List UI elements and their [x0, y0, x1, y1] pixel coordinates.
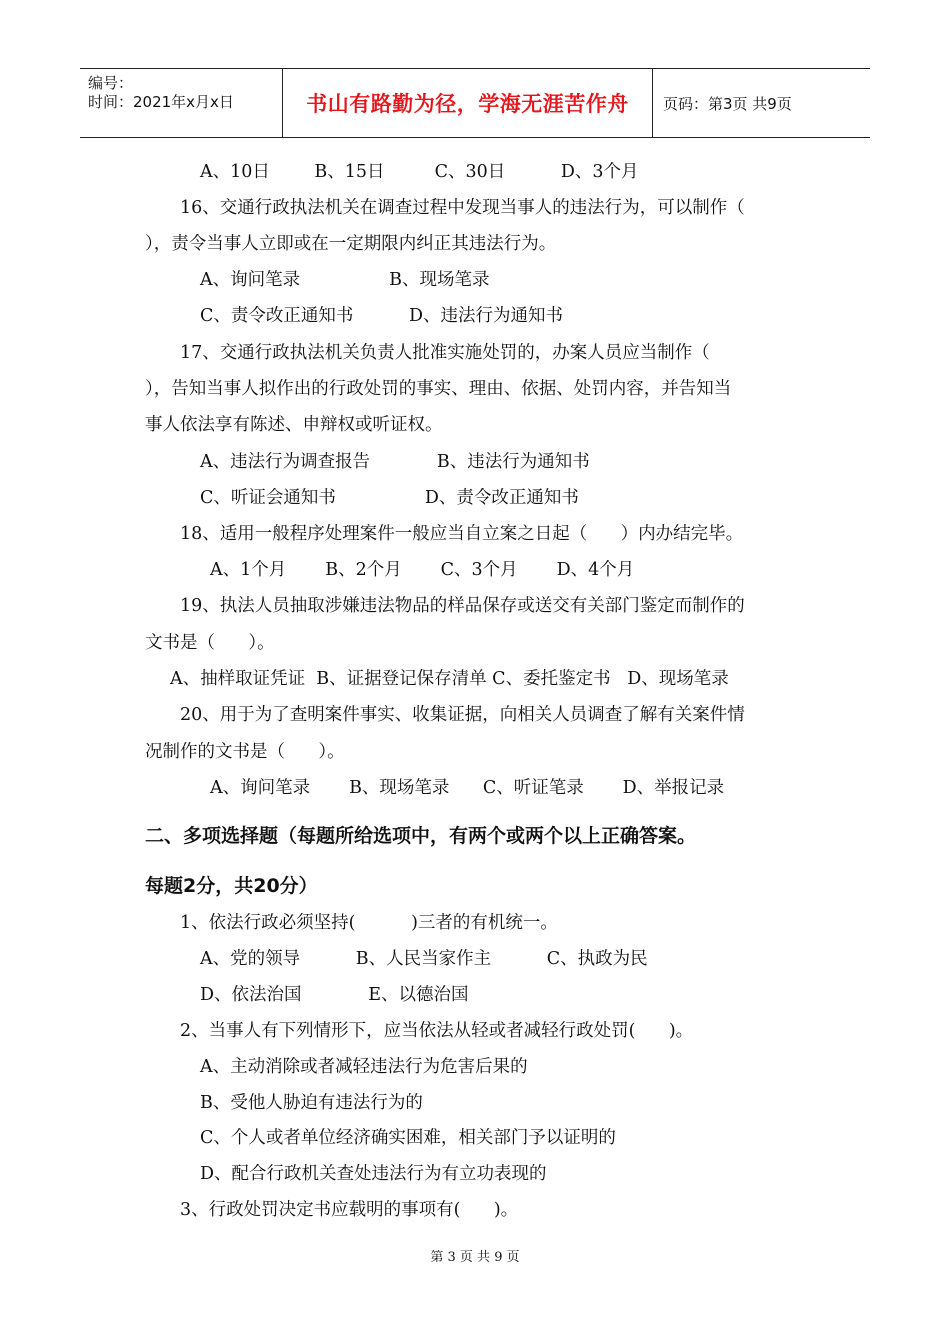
text-line: A、询问笔录 B、现场笔录 [200, 270, 490, 290]
header-time: 时间：2021年x月x日 [88, 93, 234, 111]
page-footer: 第 3 页 共 9 页 [430, 1250, 520, 1265]
text-line: 2、当事人有下列情形下，应当依法从轻或者减轻行政处罚( )。 [180, 1021, 694, 1041]
text-line: A、党的领导 B、人民当家作主 C、执政为民 [200, 949, 648, 969]
text-line: B、受他人胁迫有违法行为的 [200, 1093, 423, 1113]
text-line: 17、交通行政执法机关负责人批准实施处罚的，办案人员应当制作（ [180, 343, 710, 363]
text-line: 事人依法享有陈述、申辩权或听证权。 [145, 415, 443, 435]
text-line: C、听证会通知书 D、责令改正通知书 [200, 488, 579, 508]
header-number: 编号： [88, 74, 134, 92]
text-line: 19、执法人员抽取涉嫌违法物品的样品保存或送交有关部门鉴定而制作的 [180, 596, 745, 616]
header-meta [80, 69, 283, 137]
text-line: C、个人或者单位经济确实困难，相关部门予以证明的 [200, 1128, 616, 1148]
text-line: A、询问笔录 B、现场笔录 C、听证笔录 D、举报记录 [210, 778, 725, 798]
text-line: D、依法治国 E、以德治国 [200, 985, 469, 1005]
text-line: A、10日 B、15日 C、30日 D、3个月 [200, 162, 639, 182]
text-line: A、1个月 B、2个月 C、3个月 D、4个月 [210, 560, 635, 580]
text-line: A、违法行为调查报告 B、违法行为通知书 [200, 452, 590, 472]
text-line: 1、依法行政必须坚持( )三者的有机统一。 [180, 913, 558, 933]
section-heading-cont: 每题2分，共20分） [145, 875, 318, 897]
page-header [80, 68, 870, 138]
header-slogan-cell [283, 69, 653, 137]
text-line: 文书是（ ）。 [145, 633, 275, 653]
text-line: 18、适用一般程序处理案件一般应当自立案之日起（ ）内办结完毕。 [180, 524, 744, 544]
text-line: 16、交通行政执法机关在调查过程中发现当事人的违法行为，可以制作（ [180, 198, 745, 218]
header-page-number: 页码：第3页 共9页 [663, 94, 792, 113]
text-line: A、抽样取证凭证 B、证据登记保存清单 C、委托鉴定书 D、现场笔录 [170, 669, 729, 689]
header-page-cell [653, 69, 870, 137]
header-slogan: 书山有路勤为径，学海无涯苦作舟 [306, 92, 629, 116]
text-line: A、主动消除或者减轻违法行为危害后果的 [200, 1057, 528, 1077]
text-line: 况制作的文书是（ ）。 [145, 742, 345, 762]
text-line: 3、行政处罚决定书应载明的事项有( )。 [180, 1200, 519, 1220]
text-line: ），告知当事人拟作出的行政处罚的事实、理由、依据、处罚内容，并告知当 [145, 379, 732, 399]
text-line: ），责令当事人立即或在一定期限内纠正其违法行为。 [145, 234, 557, 254]
text-line: C、责令改正通知书 D、违法行为通知书 [200, 306, 564, 326]
text-line: 20、用于为了查明案件事实、收集证据，向相关人员调查了解有关案件情 [180, 705, 745, 725]
text-line: D、配合行政机关查处违法行为有立功表现的 [200, 1164, 547, 1184]
section-heading: 二、多项选择题（每题所给选项中，有两个或两个以上正确答案。 [145, 825, 697, 847]
